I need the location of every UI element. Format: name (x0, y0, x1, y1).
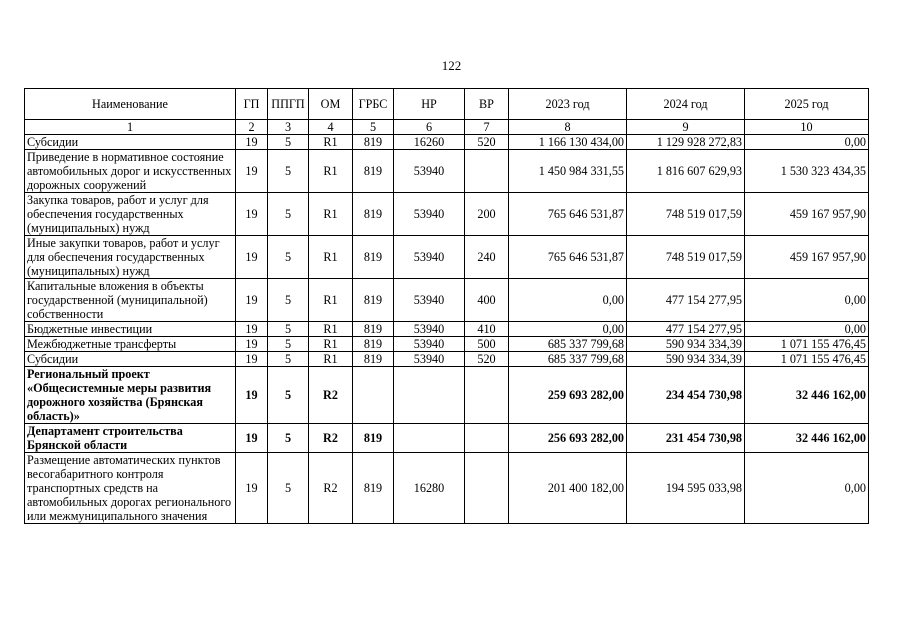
cell-ppgp: 5 (268, 322, 309, 337)
header-vr: ВР (465, 89, 509, 120)
cell-om: R2 (309, 453, 353, 524)
header-om: ОМ (309, 89, 353, 120)
cell-2024: 590 934 334,39 (627, 352, 745, 367)
column-number: 2 (236, 120, 268, 135)
cell-ppgp: 5 (268, 367, 309, 424)
table-row (25, 337, 869, 352)
column-number: 7 (465, 120, 509, 135)
cell-gp: 19 (236, 279, 268, 322)
header-name: Наименование (25, 89, 236, 120)
cell-nr: 16280 (394, 453, 465, 524)
cell-name: Приведение в нормативное состояние автомобильных дорог и искусственных дорожных сооружений (25, 150, 236, 193)
cell-vr: 520 (465, 135, 509, 150)
cell-name: Субсидии (25, 352, 236, 367)
cell-name: Межбюджетные трансферты (25, 337, 236, 352)
cell-om: R1 (309, 193, 353, 236)
cell-gp: 19 (236, 193, 268, 236)
column-number: 6 (394, 120, 465, 135)
cell-gp: 19 (236, 337, 268, 352)
cell-grbs: 819 (353, 453, 394, 524)
cell-om: R1 (309, 236, 353, 279)
table-row (25, 150, 869, 193)
header-gp: ГП (236, 89, 268, 120)
cell-om: R1 (309, 150, 353, 193)
cell-name: Департамент строительства Брянской области (25, 424, 236, 453)
cell-2023: 0,00 (509, 322, 627, 337)
cell-ppgp: 5 (268, 424, 309, 453)
cell-vr (465, 367, 509, 424)
cell-2023: 1 166 130 434,00 (509, 135, 627, 150)
cell-name: Субсидии (25, 135, 236, 150)
table-row (25, 279, 869, 322)
cell-2024: 748 519 017,59 (627, 193, 745, 236)
cell-ppgp: 5 (268, 236, 309, 279)
cell-vr (465, 453, 509, 524)
cell-2024: 477 154 277,95 (627, 322, 745, 337)
cell-vr (465, 424, 509, 453)
cell-ppgp: 5 (268, 453, 309, 524)
cell-2025: 459 167 957,90 (745, 236, 869, 279)
cell-nr (394, 367, 465, 424)
cell-2023: 765 646 531,87 (509, 193, 627, 236)
cell-gp: 19 (236, 236, 268, 279)
header-grbs: ГРБС (353, 89, 394, 120)
cell-grbs: 819 (353, 135, 394, 150)
cell-vr: 410 (465, 322, 509, 337)
cell-2025: 32 446 162,00 (745, 367, 869, 424)
cell-vr: 200 (465, 193, 509, 236)
cell-2023: 685 337 799,68 (509, 352, 627, 367)
cell-om: R1 (309, 322, 353, 337)
cell-gp: 19 (236, 150, 268, 193)
cell-name: Размещение автоматических пунктов весогабаритного контроля транспортных средств на автомобильных дорогах регионального или межмуниципального значения (25, 453, 236, 524)
header-nr: НР (394, 89, 465, 120)
cell-om: R1 (309, 135, 353, 150)
cell-gp: 19 (236, 367, 268, 424)
cell-name: Бюджетные инвестиции (25, 322, 236, 337)
column-number: 9 (627, 120, 745, 135)
cell-nr: 53940 (394, 193, 465, 236)
cell-2024: 1 129 928 272,83 (627, 135, 745, 150)
cell-grbs: 819 (353, 424, 394, 453)
cell-2025: 459 167 957,90 (745, 193, 869, 236)
cell-vr: 500 (465, 337, 509, 352)
cell-2025: 0,00 (745, 453, 869, 524)
cell-2023: 259 693 282,00 (509, 367, 627, 424)
header-2025: 2025 год (745, 89, 869, 120)
cell-2023: 201 400 182,00 (509, 453, 627, 524)
table-row (25, 322, 869, 337)
cell-gp: 19 (236, 352, 268, 367)
table-row (25, 135, 869, 150)
cell-2023: 1 450 984 331,55 (509, 150, 627, 193)
cell-name: Закупка товаров, работ и услуг для обеспечения государственных (муниципальных) нужд (25, 193, 236, 236)
cell-vr: 240 (465, 236, 509, 279)
cell-name: Региональный проект «Общесистемные меры развития дорожного хозяйства (Брянская область)» (25, 367, 236, 424)
cell-gp: 19 (236, 453, 268, 524)
cell-grbs: 819 (353, 150, 394, 193)
table-row (25, 424, 869, 453)
table-row (25, 453, 869, 524)
column-number: 1 (25, 120, 236, 135)
cell-grbs: 819 (353, 236, 394, 279)
table-row (25, 236, 869, 279)
cell-grbs (353, 367, 394, 424)
cell-nr: 53940 (394, 322, 465, 337)
cell-name: Иные закупки товаров, работ и услуг для обеспечения государственных (муниципальных) нужд (25, 236, 236, 279)
column-number-row (25, 120, 869, 135)
cell-ppgp: 5 (268, 150, 309, 193)
cell-nr: 53940 (394, 352, 465, 367)
cell-vr: 520 (465, 352, 509, 367)
cell-2025: 1 071 155 476,45 (745, 352, 869, 367)
cell-2024: 1 816 607 629,93 (627, 150, 745, 193)
table-header-row (25, 89, 869, 120)
cell-ppgp: 5 (268, 352, 309, 367)
column-number: 3 (268, 120, 309, 135)
table-row (25, 367, 869, 424)
cell-2024: 231 454 730,98 (627, 424, 745, 453)
cell-nr: 16260 (394, 135, 465, 150)
cell-2025: 32 446 162,00 (745, 424, 869, 453)
cell-om: R1 (309, 352, 353, 367)
cell-nr: 53940 (394, 279, 465, 322)
cell-gp: 19 (236, 322, 268, 337)
cell-2024: 477 154 277,95 (627, 279, 745, 322)
cell-nr (394, 424, 465, 453)
header-2024: 2024 год (627, 89, 745, 120)
cell-name: Капитальные вложения в объекты государственной (муниципальной) собственности (25, 279, 236, 322)
cell-2024: 194 595 033,98 (627, 453, 745, 524)
cell-ppgp: 5 (268, 193, 309, 236)
cell-nr: 53940 (394, 150, 465, 193)
table-body (25, 135, 869, 524)
column-number: 4 (309, 120, 353, 135)
cell-2024: 590 934 334,39 (627, 337, 745, 352)
cell-vr: 400 (465, 279, 509, 322)
cell-grbs: 819 (353, 193, 394, 236)
cell-nr: 53940 (394, 337, 465, 352)
column-number: 8 (509, 120, 627, 135)
page-number: 122 (441, 58, 462, 73)
column-number: 10 (745, 120, 869, 135)
cell-ppgp: 5 (268, 135, 309, 150)
cell-gp: 19 (236, 424, 268, 453)
cell-2025: 0,00 (745, 135, 869, 150)
cell-2025: 1 071 155 476,45 (745, 337, 869, 352)
cell-om: R1 (309, 337, 353, 352)
cell-grbs: 819 (353, 279, 394, 322)
cell-2024: 234 454 730,98 (627, 367, 745, 424)
cell-grbs: 819 (353, 352, 394, 367)
cell-ppgp: 5 (268, 337, 309, 352)
cell-2023: 685 337 799,68 (509, 337, 627, 352)
cell-om: R2 (309, 424, 353, 453)
cell-2023: 765 646 531,87 (509, 236, 627, 279)
cell-ppgp: 5 (268, 279, 309, 322)
cell-2025: 0,00 (745, 279, 869, 322)
cell-grbs: 819 (353, 322, 394, 337)
cell-om: R1 (309, 279, 353, 322)
cell-2023: 0,00 (509, 279, 627, 322)
header-ppgp: ППГП (268, 89, 309, 120)
cell-nr: 53940 (394, 236, 465, 279)
cell-2025: 1 530 323 434,35 (745, 150, 869, 193)
table-row (25, 193, 869, 236)
cell-2023: 256 693 282,00 (509, 424, 627, 453)
cell-2024: 748 519 017,59 (627, 236, 745, 279)
cell-2025: 0,00 (745, 322, 869, 337)
cell-vr (465, 150, 509, 193)
column-number: 5 (353, 120, 394, 135)
cell-om: R2 (309, 367, 353, 424)
table-row (25, 352, 869, 367)
budget-table (24, 88, 869, 524)
cell-gp: 19 (236, 135, 268, 150)
cell-grbs: 819 (353, 337, 394, 352)
header-2023: 2023 год (509, 89, 627, 120)
